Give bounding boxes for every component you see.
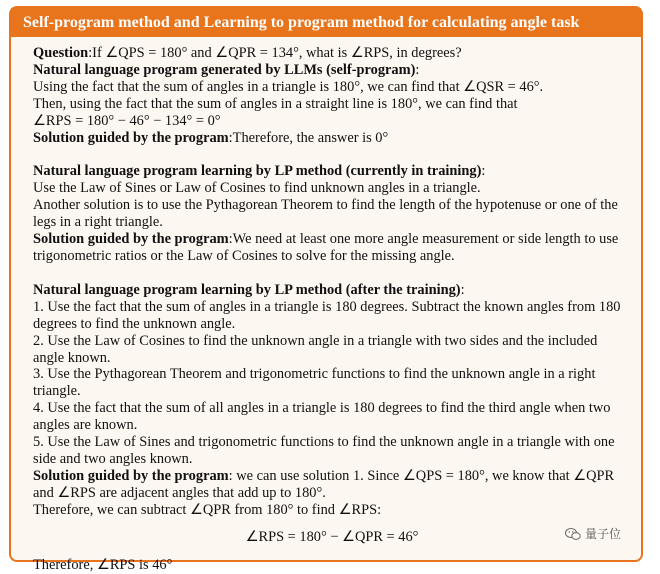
card-title: Self-program method and Learning to program method for calculating angle task (11, 8, 641, 37)
question (33, 45, 631, 62)
self-program-line: ∠RPS = 180° − 46° − 134° = 0° (33, 112, 221, 129)
lp-after-solution: Solution guided by the program: we can use solution 1. Since ∠QPS = 180°, we know that ∠QPR and ∠RPS are adjacent angles that add up to 180°. (33, 467, 615, 501)
self-program-line: Then, using the fact that the sum of angles in a straight line is 180°, we can find that (33, 95, 518, 112)
lp-after-heading: Natural language program learning by LP method (after the training): (33, 281, 465, 298)
question-label: Question (33, 45, 89, 61)
lp-training-heading: Natural language program learning by LP method (currently in training): (33, 163, 486, 180)
figure-card (9, 6, 643, 574)
conclusion: Therefore, ∠RPS is 46° (33, 557, 173, 574)
lp-training-line: Another solution is to use the Pythagorean Theorem to find the length of the hypotenuse or one of the legs in a right triangle. (33, 197, 618, 231)
self-program-line: Using the fact that the sum of angles in a triangle is 180°, we can find that ∠QSR = 46°. (33, 78, 544, 95)
list-item: 3. Use the Pythagorean Theorem and trigonometric functions to find the unknown angle in a right triangle. (33, 366, 596, 400)
section-gap (33, 265, 631, 282)
watermark (565, 525, 621, 542)
lp-after-solution-line: Therefore, we can subtract ∠QPR from 180° to find ∠RPS: (33, 501, 382, 518)
section-gap (33, 146, 631, 163)
lp-training-solution: Solution guided by the program:We need at least one more angle measurement or side length to use trigonometric ratios or the Law of Cosines to solve for the missing angle. (33, 231, 619, 264)
question-text: :If ∠QPS = 180° and ∠QPR = 134°, what is ∠RPS, in degrees? (88, 45, 462, 61)
equation: ∠RPS = 180° − ∠QPR = 46° (245, 528, 419, 545)
self-program-solution: Solution guided by the program:Therefore, the answer is 0° (33, 129, 389, 146)
self-program-heading: Natural language program generated by LLMs (self-program): (33, 61, 420, 78)
list-item: 2. Use the Law of Cosines to find the unknown angle in a triangle with two sides and the included angle known. (33, 332, 598, 366)
list-item: 4. Use the fact that the sum of all angles in a triangle is 180 degrees to find the third angle when two angles are known. (33, 400, 611, 434)
watermark-text: 量子位 (584, 527, 621, 541)
list-item: 1. Use the fact that the sum of angles in a triangle is 180 degrees. Subtract the known angles from 180 degrees to find the unknown angle. (33, 298, 621, 332)
card-body (11, 37, 641, 574)
lp-training-line: Use the Law of Sines or Law of Cosines to find unknown angles in a triangle. (33, 180, 481, 197)
list-item: 5. Use the Law of Sines and trigonometric functions to find the unknown angle in a triangle with one side and two angles known. (33, 434, 615, 467)
wechat-icon (565, 527, 581, 541)
